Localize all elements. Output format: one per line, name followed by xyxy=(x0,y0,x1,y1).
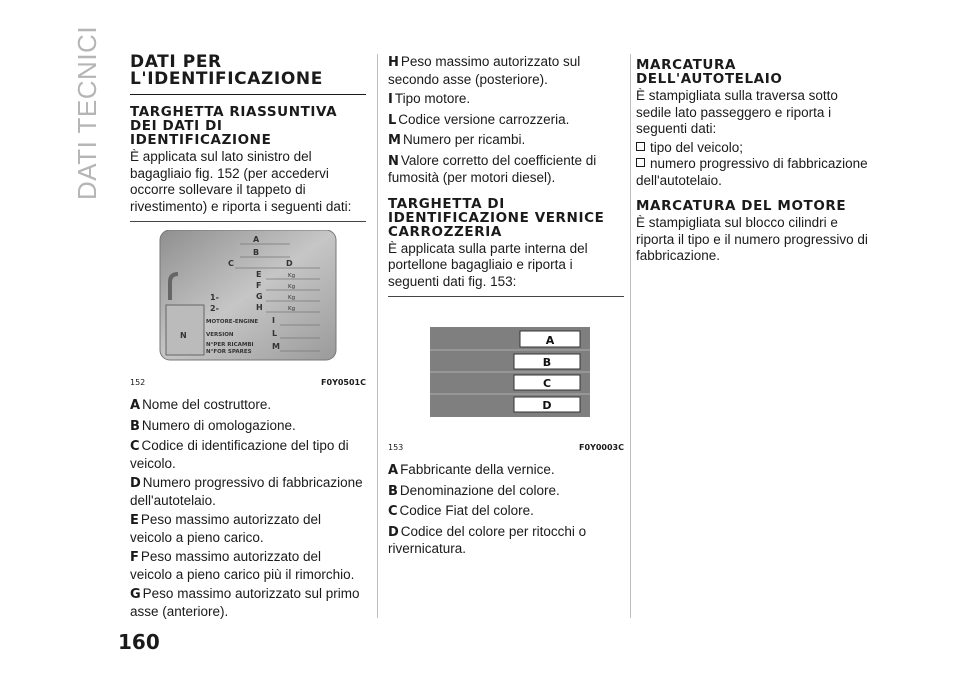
figure-number: 152 xyxy=(130,378,146,387)
plate-label-i: I xyxy=(272,316,275,325)
plate-kg-1: Kg xyxy=(288,273,296,279)
figure-code: F0Y0501C xyxy=(321,378,366,387)
list-item: D Codice del colore per ritocchi o rivernicatura. xyxy=(388,523,587,556)
id-plate-illustration xyxy=(130,230,366,370)
plate-label-f: F xyxy=(256,281,262,290)
list-item: L Codice versione carrozzeria. xyxy=(388,111,570,128)
side-section-title: DATI TECNICI xyxy=(72,25,102,200)
figure-caption xyxy=(388,443,624,452)
list-item: B Denominazione del colore. xyxy=(388,482,560,499)
plate-row-2: 2- xyxy=(210,304,219,313)
subsection-title-plate: TARGHETTA RIASSUNTIVA DEI DATI DI IDENTIFICAZIONE xyxy=(130,104,338,148)
section-title: DATI PER L'IDENTIFICAZIONE xyxy=(130,54,366,95)
plate-label-d: D xyxy=(286,259,293,268)
list-item: E Peso massimo autorizzato del veicolo a pieno carico. xyxy=(130,512,321,545)
checkbox-bullet-icon xyxy=(636,142,645,151)
bullet-item: tipo del veicolo; xyxy=(636,140,872,157)
paint-label-c: C xyxy=(542,377,552,390)
plate-engine-label: MOTORE-ENGINE xyxy=(206,319,259,325)
plate-label-h: H xyxy=(256,303,263,312)
plate-label-b: B xyxy=(253,248,260,257)
column-3 xyxy=(636,54,872,267)
list-item: I Tipo motore. xyxy=(388,91,471,107)
list-item: A Fabbricante della vernice. xyxy=(388,462,555,478)
list-item: F Peso massimo autorizzato del veicolo a pieno carico più il rimorchio. xyxy=(130,549,355,582)
checkbox-bullet-icon xyxy=(636,158,645,167)
figure-number: 153 xyxy=(388,443,404,452)
plate-label-e: E xyxy=(256,270,262,279)
list-item: C Codice di identificazione del tipo di veicolo. xyxy=(130,438,349,471)
subsection-title-chassis: MARCATURA DELL'AUTOTELAIO xyxy=(636,57,783,87)
column-2 xyxy=(388,54,624,561)
paint-label-d: D xyxy=(542,399,552,412)
paint-plate-illustration xyxy=(388,305,624,435)
plate-label-a: A xyxy=(253,235,260,244)
engine-text: È stampigliata sul blocco cilindri e riporta il tipo e il numero progressivo di fabbricazione. xyxy=(636,215,868,263)
plate-kg-2: Kg xyxy=(288,284,296,290)
list-item: C Codice Fiat del colore. xyxy=(388,503,534,519)
paint-intro-text: È applicata sulla parte interna del portellone bagagliaio e riporta i seguenti dati fig. 153: xyxy=(388,240,588,289)
plate-label-c: C xyxy=(228,259,234,268)
list-item: A Nome del costruttore. xyxy=(130,397,272,413)
list-item: B Numero di omologazione. xyxy=(130,417,296,434)
paint-label-b: B xyxy=(542,356,552,369)
plate-kg-3: Kg xyxy=(288,295,296,301)
figure-152 xyxy=(130,221,366,387)
chassis-text: È stampigliata sulla traversa sotto sedile lato passeggero e riporta i seguenti dati: xyxy=(636,88,838,136)
plate-spares-label-1: N°PER RICAMBI xyxy=(206,342,254,348)
plate-label-n: N xyxy=(180,331,187,340)
plate-spares-label-2: N°FOR SPARES xyxy=(206,349,252,355)
column-1 xyxy=(130,54,366,623)
column-divider xyxy=(377,54,378,618)
plate-label-l: L xyxy=(272,329,278,338)
list-item: D Numero progressivo di fabbricazione dell'autotelaio. xyxy=(130,475,363,508)
plate-label-g: G xyxy=(256,292,263,301)
column-divider xyxy=(630,54,631,618)
plate-intro-text: È applicata sul lato sinistro del bagagliaio fig. 152 (per accedervi occorre sollevare il tappeto di rivestimento) e riporta i seguenti dati: xyxy=(130,149,352,214)
list-item: N Valore corretto del coefficiente di fumosità (per motori diesel). xyxy=(388,152,597,185)
page-number: 160 xyxy=(118,630,160,654)
plate-row-1: 1- xyxy=(210,293,219,302)
plate-kg-4: Kg xyxy=(288,306,296,312)
figure-153 xyxy=(388,296,624,452)
list-item: H Peso massimo autorizzato sul secondo asse (posteriore). xyxy=(388,54,581,87)
subsection-title-engine: MARCATURA DEL MOTORE xyxy=(636,198,847,214)
paint-label-a: A xyxy=(545,334,555,347)
plate-label-m: M xyxy=(272,342,280,351)
figure-caption xyxy=(130,378,366,387)
subsection-title-paint: TARGHETTA DI IDENTIFICAZIONE VERNICE CARROZZERIA xyxy=(388,195,605,240)
list-item: M Numero per ricambi. xyxy=(388,132,526,148)
figure-code: F0Y0003C xyxy=(579,443,624,452)
list-item: G Peso massimo autorizzato sul primo asse (anteriore). xyxy=(130,586,360,619)
plate-version-label: VERSION xyxy=(206,332,234,338)
bullet-item: numero progressivo di fabbricazione dell'autotelaio. xyxy=(636,156,868,188)
